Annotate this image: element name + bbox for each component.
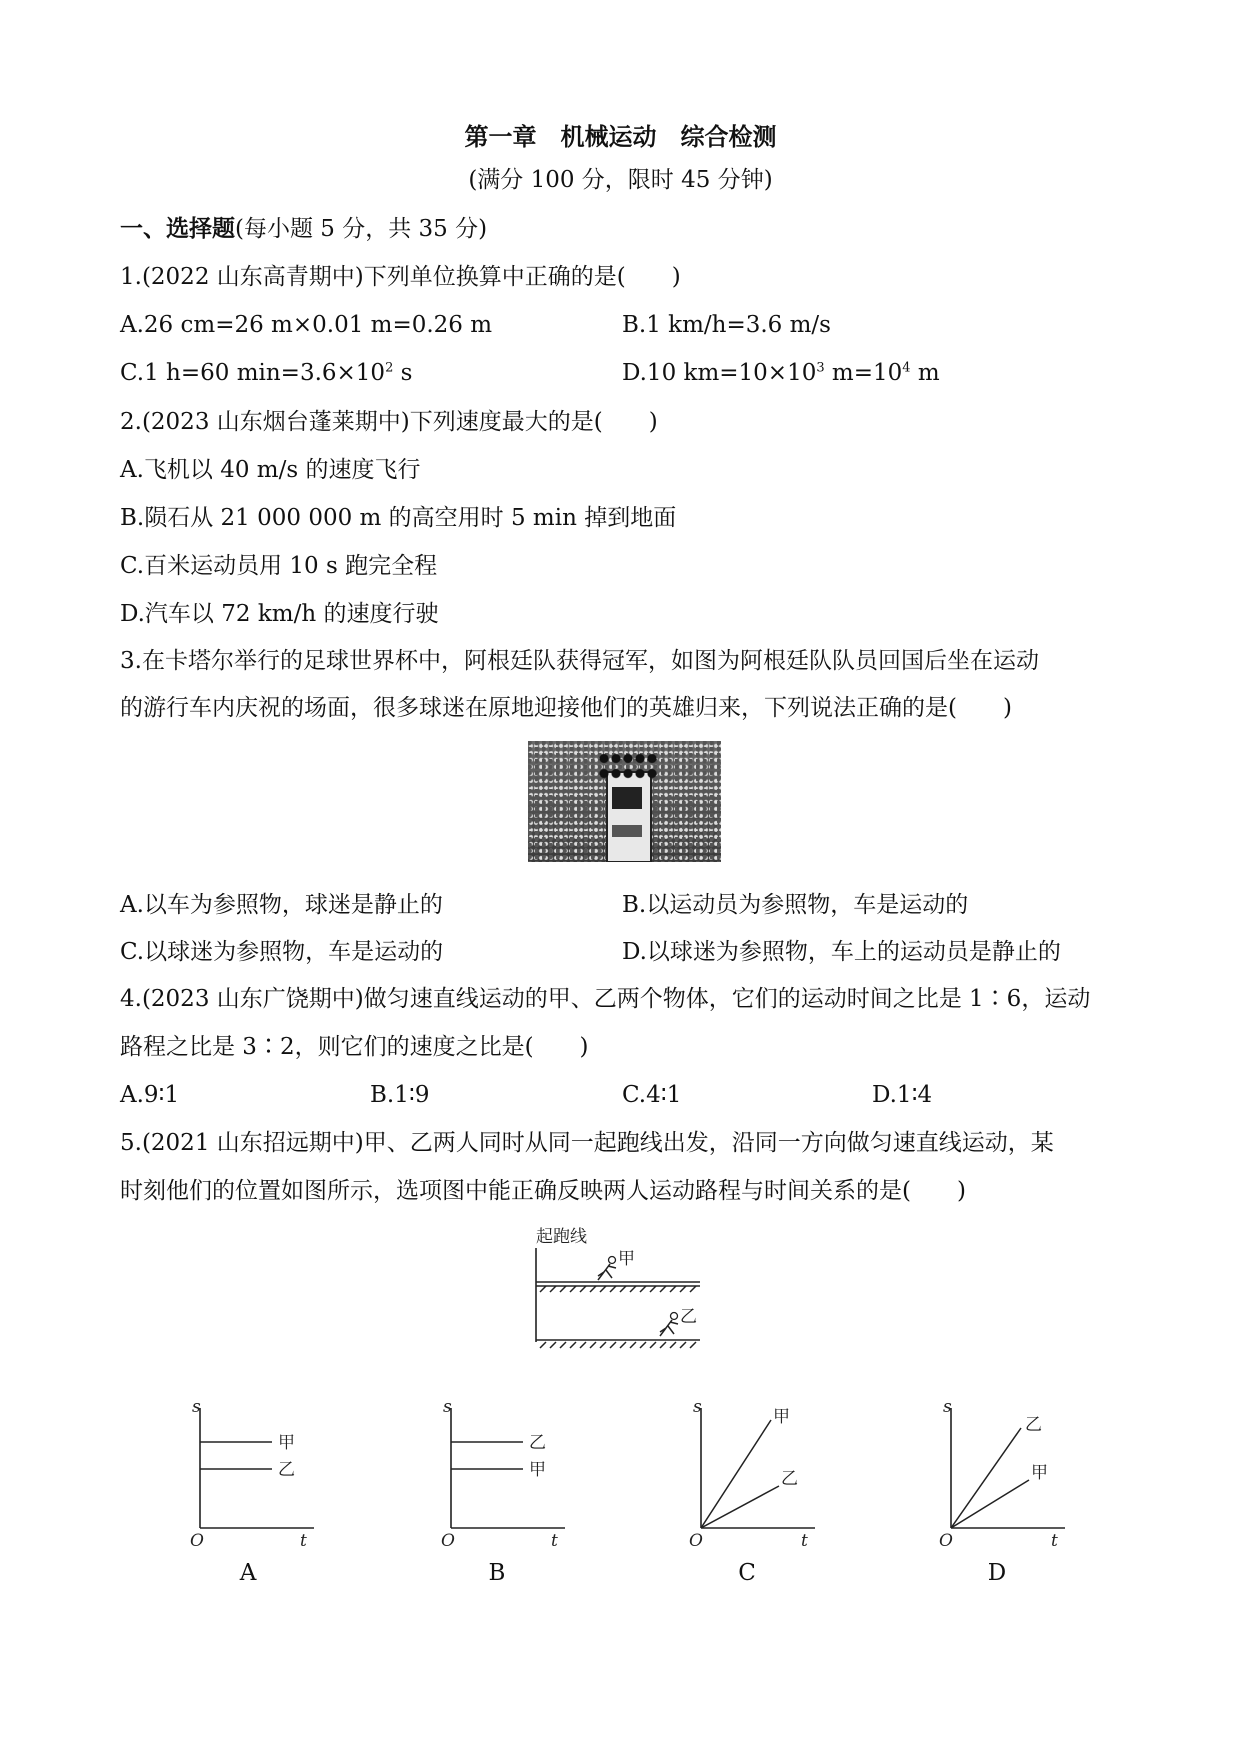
graph-d-shallow-label: 甲 xyxy=(1031,1463,1048,1483)
graph-c-origin: O xyxy=(689,1531,703,1551)
q3-option-a: A.以车为参照物，球迷是静止的 xyxy=(120,892,443,918)
section-note: (每小题 5 分，共 35 分) xyxy=(235,216,488,242)
graph-a xyxy=(186,1397,326,1551)
q4-option-d: D.1∶4 xyxy=(872,1082,933,1108)
q1-option-c xyxy=(120,358,412,388)
q2-option-a: A.飞机以 40 m/s 的速度飞行 xyxy=(120,457,421,483)
graph-d-s-label: s xyxy=(943,1397,952,1417)
graph-d xyxy=(937,1397,1077,1551)
graph-b-origin: O xyxy=(441,1531,455,1551)
q4-option-b: B.1∶9 xyxy=(370,1082,430,1108)
graph-a-top-label: 甲 xyxy=(278,1433,295,1453)
q1-option-b: B.1 km/h=3.6 m/s xyxy=(622,312,831,338)
graph-c-t-label: t xyxy=(801,1531,808,1551)
graph-a-bottom-label: 乙 xyxy=(278,1460,295,1480)
graph-a-s-label: s xyxy=(192,1397,201,1417)
runner-jia-label: 甲 xyxy=(618,1249,635,1269)
q1-d-mid: m=10 xyxy=(824,360,903,386)
graph-d-steep-label: 乙 xyxy=(1025,1415,1042,1435)
q1-c-sup: 2 xyxy=(385,360,394,376)
graph-a-t-label: t xyxy=(300,1531,307,1551)
q1-option-a: A.26 cm=26 m×0.01 m=0.26 m xyxy=(120,312,493,338)
q1-d-pre: D.10 km=10×10 xyxy=(622,360,817,386)
graph-b-t-label: t xyxy=(551,1531,558,1551)
start-line-label: 起跑线 xyxy=(536,1227,587,1247)
q1-c-pre: C.1 h=60 min=3.6×10 xyxy=(120,360,386,386)
graph-b-top-label: 乙 xyxy=(529,1433,546,1453)
runner-yi-figure xyxy=(660,1313,678,1337)
graph-a-origin: O xyxy=(190,1531,204,1551)
graph-c-line-steep xyxy=(701,1420,771,1528)
graph-b-bottom-label: 甲 xyxy=(529,1460,546,1480)
graph-d-t-label: t xyxy=(1051,1531,1058,1551)
hatch-bottom xyxy=(540,1342,696,1348)
q1-d-post: m xyxy=(910,360,940,386)
q3-stem-line1: 3.在卡塔尔举行的足球世界杯中，阿根廷队获得冠军，如图为阿根廷队队员回国后坐在运动 xyxy=(120,648,1039,674)
graph-c-s-label: s xyxy=(693,1397,702,1417)
q1-stem: 1.(2022 山东高青期中)下列单位换算中正确的是( ) xyxy=(120,264,681,290)
parade-bus xyxy=(606,771,652,862)
page-subtitle: (满分 100 分，限时 45 分钟) xyxy=(468,167,773,193)
graph-c-caption: C xyxy=(738,1560,756,1586)
q1-d-sup2: 4 xyxy=(902,360,911,376)
parade-photo xyxy=(528,741,721,862)
q2-stem: 2.(2023 山东烟台蓬莱期中)下列速度最大的是( ) xyxy=(120,409,658,435)
q5-stem-line1: 5.(2021 山东招远期中)甲、乙两人同时从同一起跑线出发，沿同一方向做匀速直线运动，某 xyxy=(120,1130,1054,1156)
hatch-mid xyxy=(540,1286,696,1292)
q1-c-post: s xyxy=(393,360,413,386)
graph-d-caption: D xyxy=(987,1560,1007,1586)
q3-option-d: D.以球迷为参照物，车上的运动员是静止的 xyxy=(622,939,1061,965)
graph-c-line-shallow xyxy=(701,1486,779,1528)
graph-c-steep-label: 甲 xyxy=(773,1407,790,1427)
page-title: 第一章 机械运动 综合检测 xyxy=(464,122,777,151)
q2-option-c: C.百米运动员用 10 s 跑完全程 xyxy=(120,553,438,579)
runner-yi-label: 乙 xyxy=(680,1307,697,1327)
q1-d-sup1: 3 xyxy=(816,360,825,376)
q3-option-c: C.以球迷为参照物，车是运动的 xyxy=(120,939,444,965)
q4-stem-line2: 路程之比是 3∶2，则它们的速度之比是( ) xyxy=(120,1034,589,1060)
section-label: 一、选择题 xyxy=(120,215,235,242)
track-figure xyxy=(530,1222,700,1352)
players-on-bus xyxy=(598,751,658,781)
q2-option-d: D.汽车以 72 km/h 的速度行驶 xyxy=(120,601,439,627)
q1-option-d xyxy=(622,358,940,388)
q4-option-c: C.4∶1 xyxy=(622,1082,682,1108)
graph-d-line-shallow xyxy=(951,1480,1029,1528)
graph-d-origin: O xyxy=(939,1531,953,1551)
q2-option-b: B.陨石从 21 000 000 m 的高空用时 5 min 掉到地面 xyxy=(120,505,677,531)
graph-c xyxy=(687,1397,827,1551)
graph-b xyxy=(437,1397,577,1551)
graph-d-line-steep xyxy=(951,1428,1021,1528)
q3-stem-line2: 的游行车内庆祝的场面，很多球迷在原地迎接他们的英雄归来，下列说法正确的是( ) xyxy=(120,695,1012,721)
q4-stem-line1: 4.(2023 山东广饶期中)做匀速直线运动的甲、乙两个物体，它们的运动时间之比是 1∶6，运动 xyxy=(120,986,1091,1012)
graph-c-shallow-label: 乙 xyxy=(781,1469,798,1489)
graph-b-s-label: s xyxy=(443,1397,452,1417)
q5-stem-line2: 时刻他们的位置如图所示，选项图中能正确反映两人运动路程与时间关系的是( ) xyxy=(120,1178,966,1204)
graph-b-caption: B xyxy=(488,1560,506,1586)
section-heading xyxy=(120,214,487,244)
q4-option-a: A.9∶1 xyxy=(120,1082,180,1108)
runner-jia-figure xyxy=(598,1257,616,1281)
q3-option-b: B.以运动员为参照物，车是运动的 xyxy=(622,892,969,918)
graph-a-caption: A xyxy=(239,1560,257,1586)
